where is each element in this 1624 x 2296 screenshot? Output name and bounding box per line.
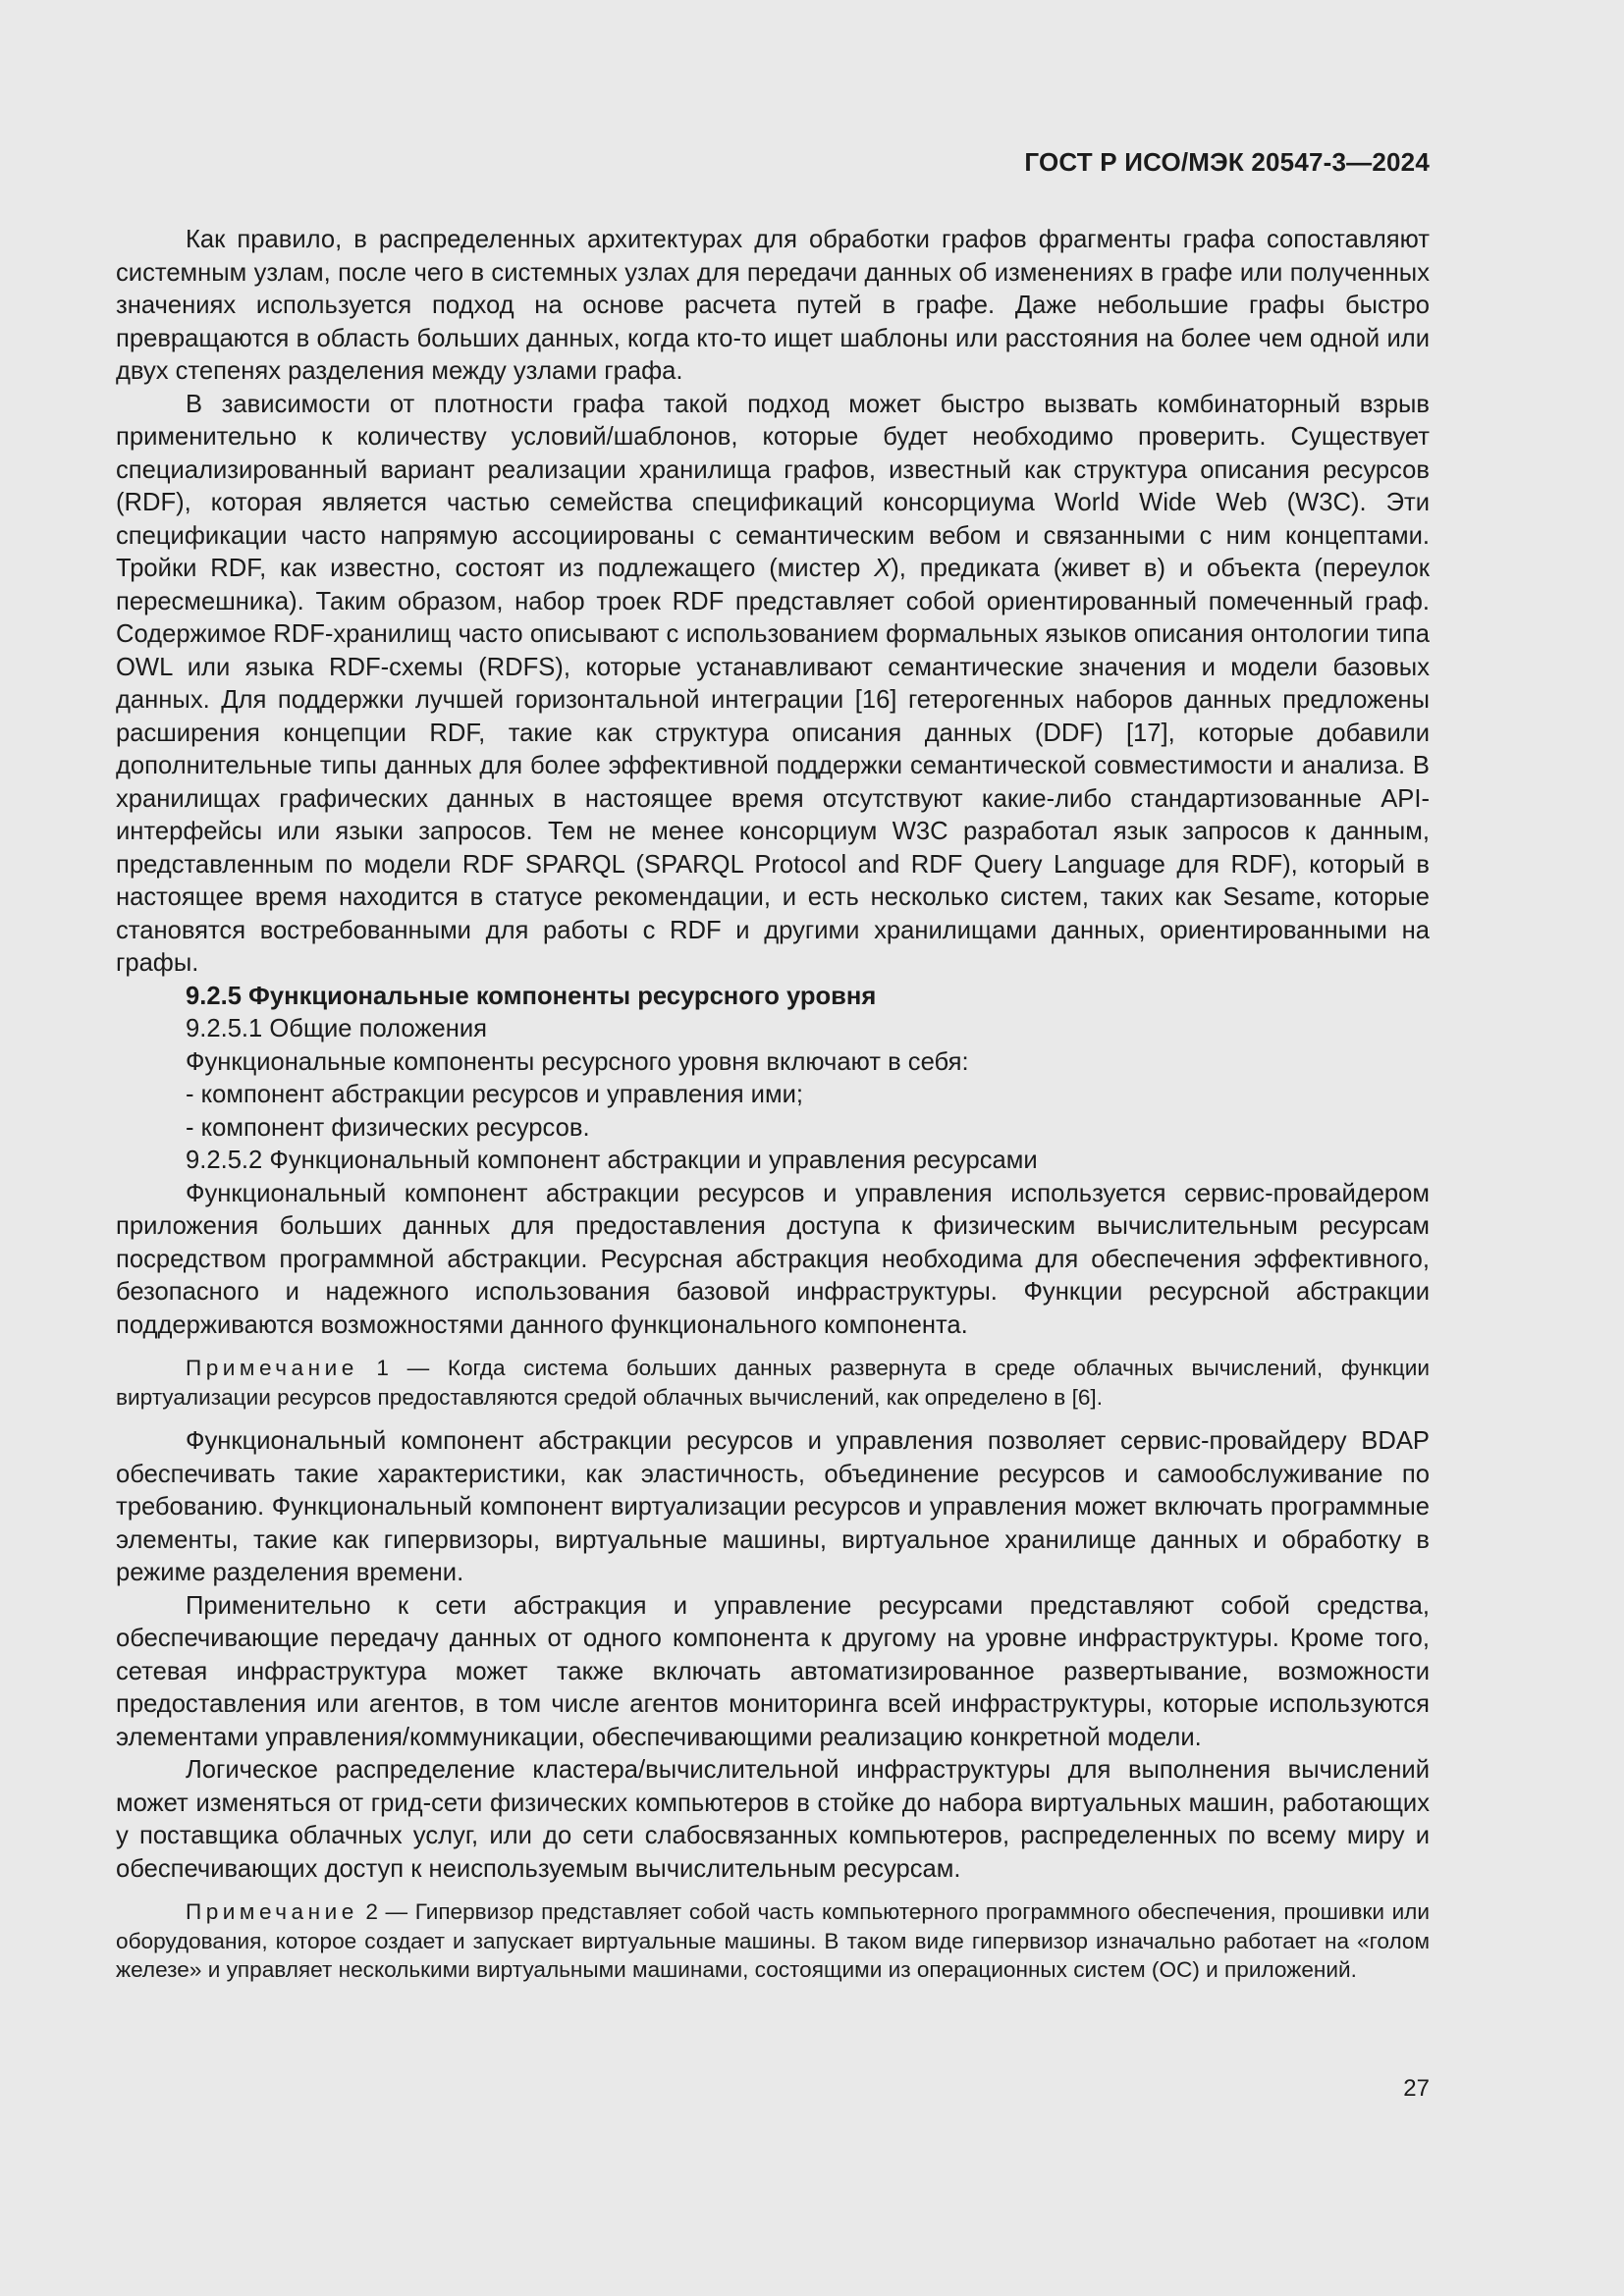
paragraph-resource-abstraction: Функциональный компонент абстракции ресурсов и управления используется сервис-провайдером приложения больших данных для предоставления доступа к физическим вычислительным ресурсам посредством программной абстракции. Ресурсная абстракция необходима для обеспечения эффективного, безопасного и надежного использования базовой инфраструктуры. Функции ресурсной абстракции поддерживаются возможностями данного функционального компонента. (116, 1179, 1430, 1339)
paragraph-network: Применительно к сети абстракция и управление ресурсами представляют собой средства, обеспечивающие передачу данных от одного компонента к другому на уровне инфраструктуры. Кроме того, сетевая инфраструктура может также включать автоматизированное развертывание, возможности предоставления или агентов, в том числе агентов мониторинга всей инфраструктуры, которые используются элементами управления/коммуникации, обеспечивающими реализацию конкретной модели. (116, 1591, 1430, 1751)
document-body (116, 224, 1430, 1999)
note-2-text: 2 — Гипервизор представляет собой часть компьютерного программного обеспечения, прошивки или оборудования, которое создает и запускает виртуальные машины. В таком виде гипервизор изначально работает на «голом железе» и управляет несколькими виртуальными машинами, состоящими из операционных систем (ОС) и приложений. (116, 1899, 1430, 1982)
note-1-text: 1 — Когда система больших данных развернута в среде облачных вычислений, функции виртуализации ресурсов предоставляются средой облачных вычислений, как определено в [6]. (116, 1356, 1430, 1410)
note-2-label: Примечание (186, 1899, 358, 1924)
paragraph-graph-architectures: Как правило, в распределенных архитектурах для обработки графов фрагменты графа сопоставляют системным узлам, после чего в системных узлах для передачи данных об изменениях в графе или полученных значениях используется подход на основе расчета путей в графе. Даже небольшие графы быстро превращаются в область больших данных, когда кто-то ищет шаблоны или расстояния на более чем одной или двух степенях разделения между узлами графа. (116, 226, 1430, 385)
note-1-label: Примечание (186, 1356, 358, 1380)
paragraph-rdf-part-2: ), предиката (живет в) и объекта (переулок пересмешника). Таким образом, набор троек RDF представляет собой ориентированный помеченный граф. Содержимое RDF-хранилищ часто описывают с использованием формальных языков описания онтологии типа OWL или языка RDF-схемы (RDFS), которые устанавливают семантические значения и модели базовых данных. Для поддержки лучшей горизонтальной интеграции [16] гетерогенных наборов данных предложены расширения концепции RDF, такие как структура описания данных (DDF) [17], которые добавили дополнительные типы данных для более эффективной поддержки семантической совместимости и анализа. В хранилищах графических данных в настоящее время отсутствуют какие-либо стандартизованные API-интерфейсы или языки запросов. Тем не менее консорциум W3C разработал язык запросов к данным, представленным по модели RDF SPARQL (SPARQL Protocol and RDF Query Language для RDF), который в настоящее время находится в статусе рекомендации, и есть несколько систем, таких как Sesame, которые становятся востребованными для работы с RDF и другими хранилищами данных, ориентированными на графы. (116, 555, 1430, 977)
subsection-heading-9252: 9.2.5.2 Функциональный компонент абстракции и управления ресурсами (186, 1147, 1038, 1174)
paragraph-bdap: Функциональный компонент абстракции ресурсов и управления позволяет сервис-провайдеру BDAP обеспечивать такие характеристики, как эластичность, объединение ресурсов и самообслуживание по требованию. Функциональный компонент виртуализации ресурсов и управления может включать программные элементы, такие как гипервизоры, виртуальные машины, виртуальное хранилище данных и обработку в режиме разделения времени. (116, 1427, 1430, 1586)
italic-x: X (874, 555, 892, 582)
note-1 (116, 1354, 1430, 1412)
subsection-heading-9251: 9.2.5.1 Общие положения (186, 1015, 487, 1042)
list-item: - компонент физических ресурсов. (186, 1113, 590, 1142)
page-number: 27 (1403, 2075, 1430, 2102)
paragraph-rdf (116, 389, 1430, 981)
section-heading-925: 9.2.5 Функциональные компоненты ресурсного уровня (186, 982, 877, 1010)
note-2 (116, 1897, 1430, 1985)
document-header: ГОСТ Р ИСО/МЭК 20547-3—2024 (1024, 147, 1430, 177)
list-item: - компонент абстракции ресурсов и управления ими; (186, 1081, 803, 1108)
list-intro: Функциональные компоненты ресурсного уровня включают в себя: (186, 1047, 969, 1076)
paragraph-cluster: Логическое распределение кластера/вычислительной инфраструктуры для выполнения вычислений может изменяться от грид-сети физических компьютеров в стойке до набора виртуальных машин, работающих у поставщика облачных услуг, или до сети слабосвязанных компьютеров, распределенных по всему миру и обеспечивающих доступ к неиспользуемым вычислительным ресурсам. (116, 1756, 1430, 1883)
paragraph-rdf-part-1: В зависимости от плотности графа такой подход может быстро вызвать комбинаторный взрыв применительно к количеству условий/шаблонов, которые будет необходимо проверить. Существует специализированный вариант реализации хранилища графов, известный как структура описания ресурсов (RDF), которая является частью семейства спецификаций консорциума World Wide Web (W3C). Эти спецификации часто напрямую ассоциированы с семантическим вебом и связанными с ним концептами. Тройки RDF, как известно, состоят из подлежащего (мистер (116, 390, 1430, 582)
